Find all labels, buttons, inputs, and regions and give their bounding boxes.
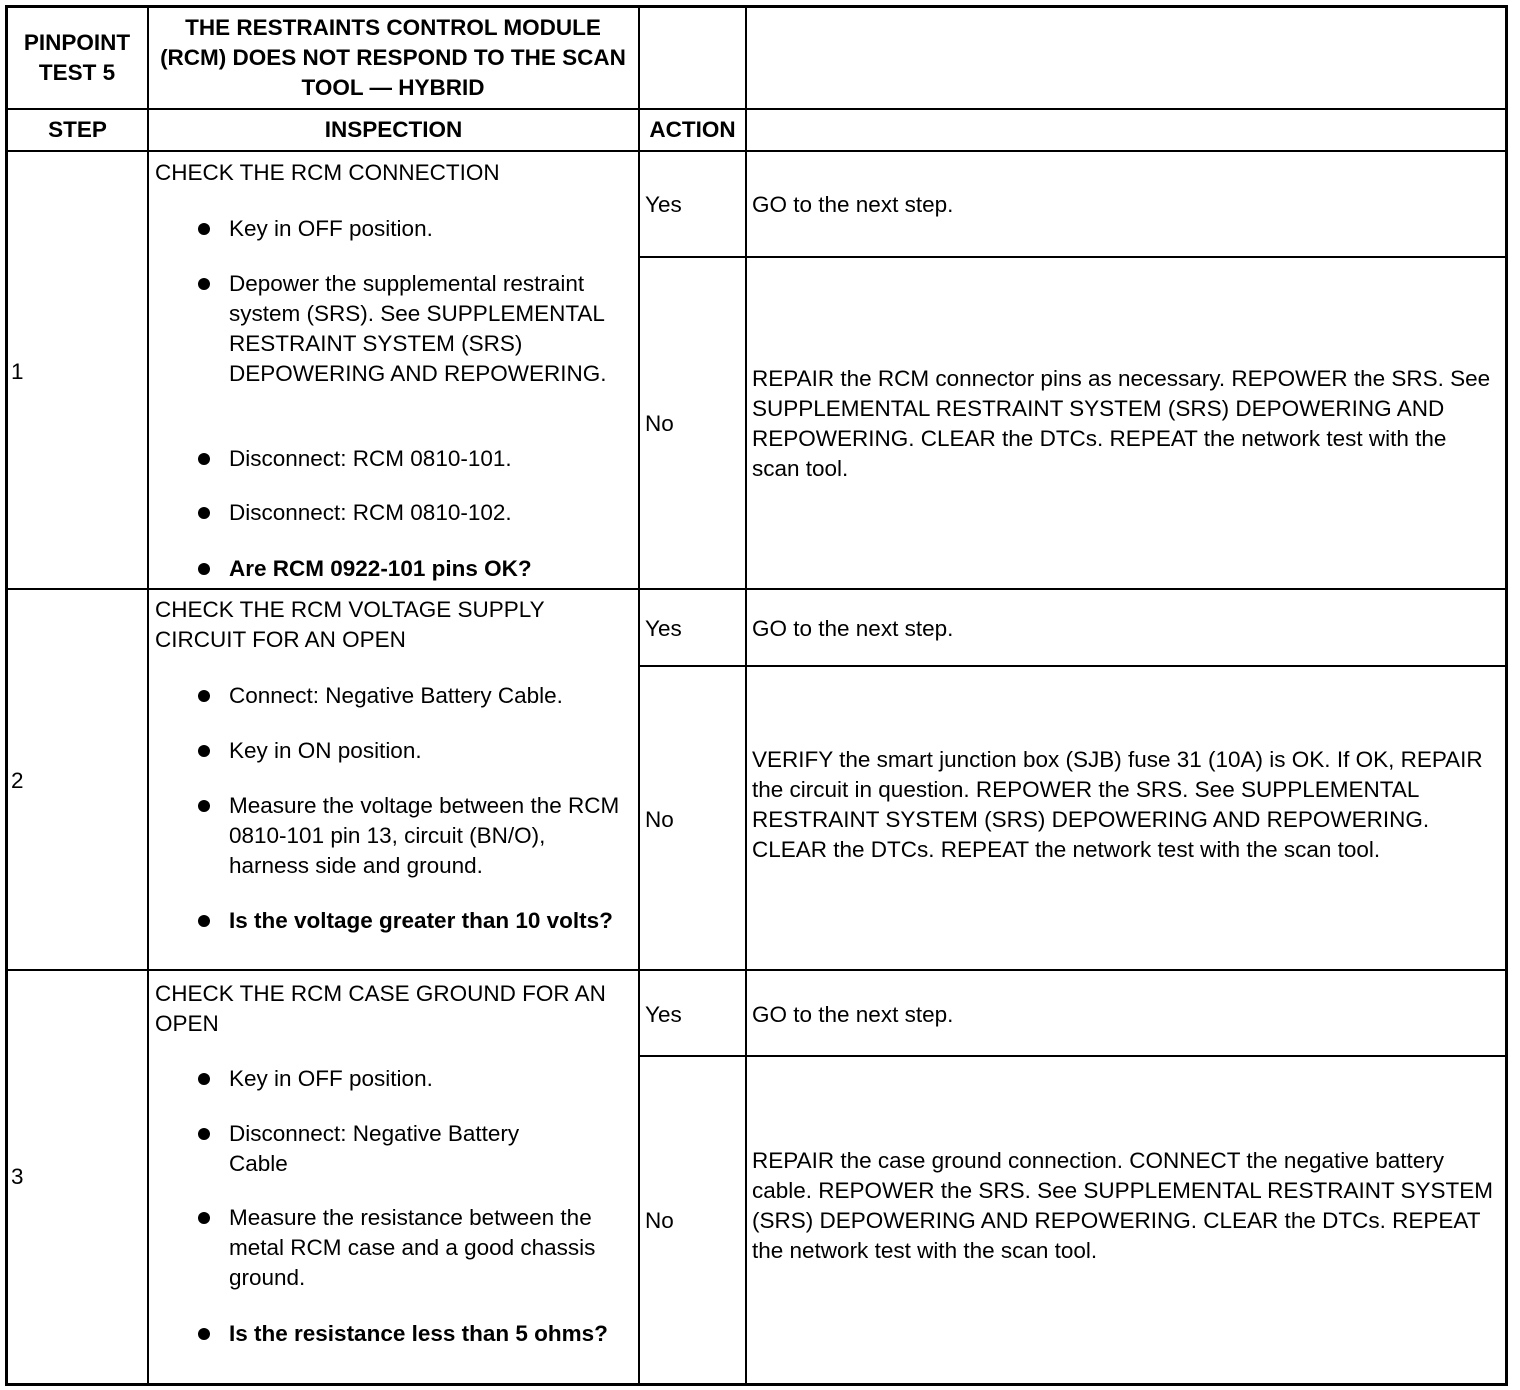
- yes-action: GO to the next step.: [752, 1002, 954, 1027]
- inspection-bullet: Disconnect: RCM 0810-102.: [229, 500, 512, 525]
- bullet-icon: [198, 1128, 210, 1140]
- inspection-bullet: Key in ON position.: [229, 738, 422, 763]
- inspection-bullet: Disconnect: RCM 0810-101.: [229, 446, 512, 471]
- bullet-icon: [198, 800, 210, 812]
- table-border-bottom: [5, 1383, 1508, 1386]
- step-number: 1: [11, 359, 24, 384]
- inspection-bullet: Measure the voltage between the RCM 0810-101 pin 13, circuit (BN/O), harness side and ground.: [229, 793, 620, 878]
- step-heading: CHECK THE RCM VOLTAGE SUPPLY CIRCUIT FOR AN OPEN: [155, 597, 545, 652]
- col-divider-3: [745, 5, 747, 1385]
- row-divider-header: [5, 108, 1508, 110]
- inspection-question: Is the resistance less than 5 ohms?: [229, 1321, 608, 1346]
- test-title: THE RESTRAINTS CONTROL MODULE (RCM) DOES NOT RESPOND TO THE SCAN TOOL — HYBRID: [160, 15, 626, 100]
- no-action: REPAIR the case ground connection. CONNECT the negative battery cable. REPOWER the SRS. See SUPPLEMENTAL RESTRAINT SYSTEM (SRS) DEPOWERING AND REPOWERING. CLEAR the DTCs. REPEAT the network test with the scan tool.: [752, 1148, 1494, 1263]
- bullet-icon: [198, 563, 210, 575]
- test-label: PINPOINT TEST 5: [23, 30, 131, 85]
- table-border-right: [1505, 5, 1508, 1386]
- inspection-bullet: Key in OFF position.: [229, 216, 433, 241]
- column-header-step: STEP: [48, 117, 107, 142]
- no-action: REPAIR the RCM connector pins as necessary. REPOWER the SRS. See SUPPLEMENTAL RESTRAINT SYSTEM (SRS) DEPOWERING AND REPOWERING. CLEAR the DTCs. REPEAT the network test with the scan tool.: [752, 366, 1491, 481]
- yes-action: GO to the next step.: [752, 616, 954, 641]
- bullet-icon: [198, 1073, 210, 1085]
- step-number: 2: [11, 768, 24, 793]
- bullet-icon: [198, 915, 210, 927]
- yes-label: Yes: [645, 1002, 682, 1027]
- bullet-icon: [198, 690, 210, 702]
- row-divider-step1: [5, 588, 1508, 590]
- inspection-bullet: Connect: Negative Battery Cable.: [229, 683, 563, 708]
- table-border-left: [5, 5, 8, 1386]
- column-header-inspection: INSPECTION: [324, 117, 463, 142]
- yes-action: GO to the next step.: [752, 192, 954, 217]
- step-number: 3: [11, 1164, 24, 1189]
- bullet-icon: [198, 453, 210, 465]
- sub-divider-step3: [638, 1055, 1508, 1057]
- bullet-icon: [198, 1212, 210, 1224]
- column-header-action: ACTION: [649, 117, 736, 142]
- row-divider-columns: [5, 150, 1508, 152]
- no-label: No: [645, 411, 674, 436]
- yes-label: Yes: [645, 192, 682, 217]
- sub-divider-step2: [638, 665, 1508, 667]
- bullet-icon: [198, 507, 210, 519]
- sub-divider-step1: [638, 256, 1508, 258]
- inspection-question: Are RCM 0922-101 pins OK?: [229, 556, 532, 581]
- inspection-bullet: Key in OFF position.: [229, 1066, 433, 1091]
- inspection-bullet: Depower the supplemental restraint system (SRS). See SUPPLEMENTAL RESTRAINT SYSTEM (SRS) DEPOWERING AND REPOWERING.: [229, 271, 607, 386]
- no-label: No: [645, 1208, 674, 1233]
- yes-label: Yes: [645, 616, 682, 641]
- no-action: VERIFY the smart junction box (SJB) fuse 31 (10A) is OK. If OK, REPAIR the circuit in question. REPOWER the SRS. See SUPPLEMENTAL RESTRAINT SYSTEM (SRS) DEPOWERING AND REPOWERING. CLEAR the DTCs. REPEAT the network test with the scan tool.: [752, 747, 1483, 862]
- step-heading: CHECK THE RCM CASE GROUND FOR AN OPEN: [155, 981, 606, 1036]
- inspection-question: Is the voltage greater than 10 volts?: [229, 908, 613, 933]
- inspection-bullet: Disconnect: Negative Battery Cable: [229, 1121, 520, 1176]
- no-label: No: [645, 807, 674, 832]
- bullet-icon: [198, 278, 210, 290]
- col-divider-1: [147, 5, 149, 1385]
- bullet-icon: [198, 223, 210, 235]
- bullet-icon: [198, 745, 210, 757]
- step-heading: CHECK THE RCM CONNECTION: [155, 160, 500, 185]
- row-divider-step2: [5, 969, 1508, 971]
- inspection-bullet: Measure the resistance between the metal RCM case and a good chassis ground.: [229, 1205, 596, 1290]
- col-divider-2: [638, 5, 640, 1385]
- bullet-icon: [198, 1328, 210, 1340]
- table-border-top: [5, 5, 1508, 8]
